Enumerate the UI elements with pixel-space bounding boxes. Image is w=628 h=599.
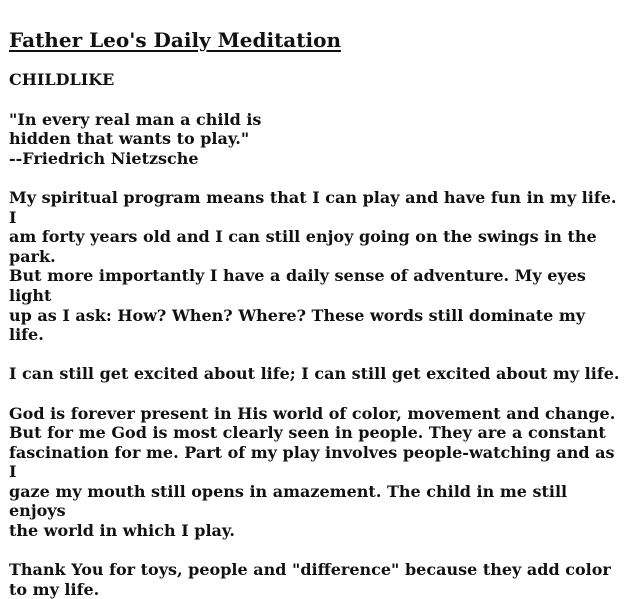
- paragraph-2: I can still get excited about life; I can still get excited about my life.: [9, 364, 620, 384]
- paragraph-3: God is forever present in His world of color, movement and change. But for me God is most clearly seen in people. They are a constant fascination for me. Part of my play involves people-watching and as I gaze my mouth still opens in amazement. The child in me still enjoys the world in which I play.: [9, 403, 616, 541]
- quote-block: "In every real man a child is hidden that wants to play." --Friedrich Nietzsche: [9, 109, 262, 168]
- closing-prayer: Thank You for toys, people and "difference" because they add color to my life.: [9, 560, 611, 599]
- spacer: [9, 384, 628, 404]
- spacer: [9, 90, 628, 110]
- spacer: [9, 168, 628, 188]
- spacer: [9, 345, 628, 365]
- spacer: [9, 541, 628, 561]
- paragraph-1: My spiritual program means that I can play and have fun in my life. I am forty years old and I can still enjoy going on the swings in the park. But more importantly I have a daily sense of adventure. My eyes light up as I ask: How? When? Where? These words still dominate my life.: [9, 187, 617, 345]
- meditation-heading: CHILDLIKE: [9, 70, 115, 89]
- page-title: Father Leo's Daily Meditation: [9, 28, 341, 52]
